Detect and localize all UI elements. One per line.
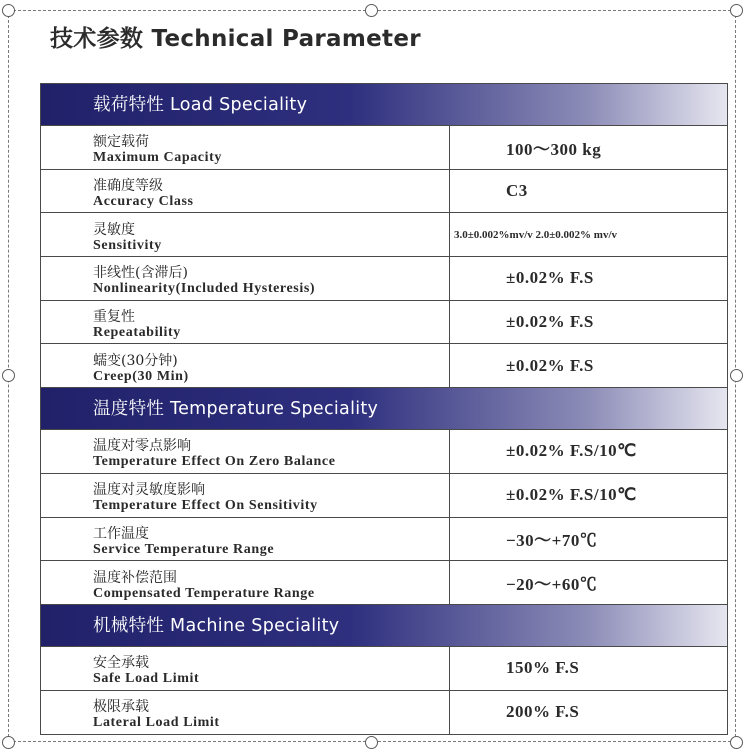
row-value: −30～+70℃	[506, 531, 598, 551]
row-label	[41, 691, 450, 735]
row-label	[41, 301, 450, 344]
table-row	[41, 301, 727, 345]
label-chinese: 灵敏度	[93, 221, 135, 238]
row-label	[41, 257, 450, 300]
label-english: Creep(30 Min)	[93, 368, 189, 384]
label-chinese: 非线性(含滞后)	[93, 265, 188, 282]
table-row	[41, 126, 727, 170]
table-row	[41, 647, 727, 691]
row-value: ±0.02% F.S	[506, 268, 594, 288]
label-chinese: 温度补偿范围	[93, 569, 177, 586]
table-row	[41, 430, 727, 474]
resize-handle-top-left[interactable]	[2, 4, 15, 17]
section-header-machine: 机械特性 Machine Speciality	[41, 605, 727, 647]
row-value: −20～+60℃	[506, 575, 598, 595]
row-value: 3.0±0.002%mv/v 2.0±0.002% mv/v	[454, 228, 618, 241]
label-english: Maximum Capacity	[93, 150, 222, 166]
label-english: Nonlinearity(Included Hysteresis)	[93, 281, 316, 297]
label-english: Sensitivity	[93, 237, 162, 253]
row-label	[41, 126, 450, 169]
resize-handle-bottom-center[interactable]	[365, 736, 378, 749]
table-row	[41, 257, 727, 301]
label-chinese: 额定载荷	[93, 134, 149, 151]
row-value: 100～300 kg	[506, 139, 602, 159]
table-row	[41, 561, 727, 605]
table-row	[41, 518, 727, 562]
label-english: Accuracy Class	[93, 194, 194, 210]
row-label	[41, 170, 450, 213]
label-chinese: 准确度等级	[93, 178, 163, 195]
row-label	[41, 647, 450, 690]
label-chinese: 安全承载	[93, 655, 149, 672]
row-label	[41, 561, 450, 604]
resize-handle-middle-right[interactable]	[730, 369, 743, 382]
label-english: Temperature Effect On Zero Balance	[93, 454, 336, 470]
row-value: ±0.02% F.S	[506, 312, 594, 332]
label-chinese: 温度对灵敏度影响	[93, 482, 205, 499]
row-label	[41, 213, 450, 256]
resize-handle-top-right[interactable]	[730, 4, 743, 17]
row-value: ±0.02% F.S	[506, 355, 594, 375]
page-title: 技术参数 Technical Parameter	[50, 26, 421, 52]
label-chinese: 温度对零点影响	[93, 438, 191, 455]
table-row	[41, 344, 727, 388]
section-header-temperature: 温度特性 Temperature Speciality	[41, 388, 727, 430]
row-label	[41, 518, 450, 561]
label-chinese: 蠕变(30分钟)	[93, 352, 178, 369]
label-english: Compensated Temperature Range	[93, 585, 315, 601]
row-value: C3	[506, 181, 528, 201]
label-chinese: 工作温度	[93, 525, 149, 542]
label-chinese: 重复性	[93, 309, 135, 326]
section-header-load: 载荷特性 Load Speciality	[41, 84, 727, 126]
resize-handle-bottom-right[interactable]	[730, 736, 743, 749]
row-value: ±0.02% F.S/10℃	[506, 441, 637, 461]
label-english: Service Temperature Range	[93, 541, 275, 557]
resize-handle-top-center[interactable]	[365, 4, 378, 17]
row-value: 200% F.S	[506, 702, 580, 722]
row-label	[41, 474, 450, 517]
table-row	[41, 170, 727, 214]
row-value: ±0.02% F.S/10℃	[506, 485, 637, 505]
resize-handle-middle-left[interactable]	[2, 369, 15, 382]
resize-handle-bottom-left[interactable]	[2, 736, 15, 749]
label-english: Lateral Load Limit	[93, 715, 220, 731]
label-english: Safe Load Limit	[93, 671, 200, 687]
table-row	[41, 691, 727, 735]
row-label	[41, 430, 450, 473]
parameter-table	[40, 83, 728, 735]
table-row	[41, 474, 727, 518]
label-english: Repeatability	[93, 325, 181, 341]
label-chinese: 极限承载	[93, 699, 149, 716]
row-value: 150% F.S	[506, 658, 580, 678]
row-label	[41, 344, 450, 387]
label-english: Temperature Effect On Sensitivity	[93, 498, 318, 514]
table-row	[41, 213, 727, 257]
